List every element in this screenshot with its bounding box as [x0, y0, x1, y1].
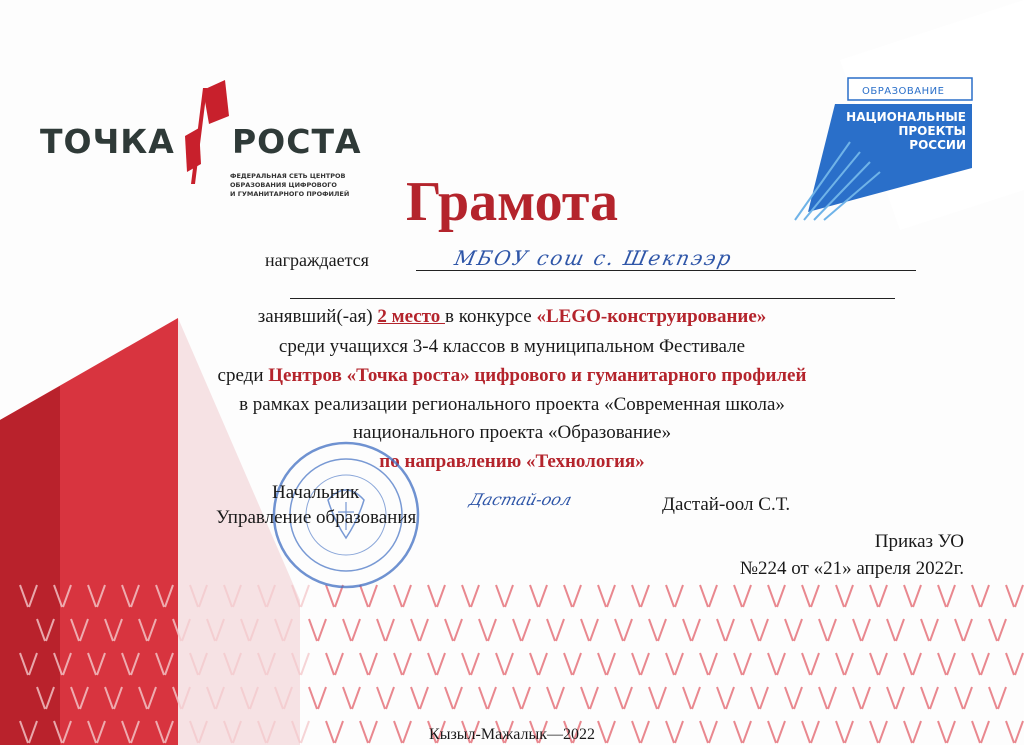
lattice-mark [343, 619, 360, 641]
text-line-4: в рамках реализации регионального проекта «Современная школа» [239, 394, 785, 415]
lattice-mark [768, 585, 785, 607]
logo-subtitle-line: И ГУМАНИТАРНОГО ПРОФИЛЕЙ [230, 190, 350, 198]
lattice-mark [632, 653, 649, 675]
logo-subtitle-line: ФЕДЕРАЛЬНАЯ СЕТЬ ЦЕНТРОВ [230, 172, 346, 180]
line1-middle: в конкурсе [445, 306, 537, 327]
text-line-6: по направлению «Технология» [379, 451, 645, 472]
line3-highlight: Центров «Точка роста» цифрового и гуманитарного профилей [268, 365, 807, 386]
text-line-5: национального проекта «Образование» [352, 422, 672, 443]
np-main-label [840, 110, 966, 152]
lattice-mark [887, 619, 904, 641]
lattice-mark [785, 619, 802, 641]
logo-subtitle-line: ОБРАЗОВАНИЯ ЦИФРОВОГО [230, 181, 337, 189]
lattice-mark [462, 585, 479, 607]
text-line-3 [0, 365, 1024, 387]
lattice-mark [989, 619, 1006, 641]
awarded-handwritten-value: МБОУ сош с. Шекпээр [452, 246, 736, 270]
lattice-mark [717, 619, 734, 641]
lattice-mark [564, 653, 581, 675]
signer-position-line1: Начальник [272, 482, 360, 503]
lattice-mark [428, 653, 445, 675]
lattice-mark [598, 653, 615, 675]
lattice-mark [802, 653, 819, 675]
place-value: 2 место [377, 306, 445, 327]
text-line-2: среди учащихся 3-4 классов в муниципальном Фестивале [278, 336, 746, 357]
lattice-mark [615, 619, 632, 641]
np-line: НАЦИОНАЛЬНЫЕ [846, 110, 966, 124]
lattice-mark [411, 687, 428, 709]
lattice-mark [734, 585, 751, 607]
lattice-mark [938, 585, 955, 607]
lattice-mark [938, 653, 955, 675]
lattice-mark [853, 619, 870, 641]
lattice-mark [700, 585, 717, 607]
signer-name: Дастай-оол С.Т. [662, 494, 791, 515]
lattice-mark [819, 619, 836, 641]
lattice-mark [666, 585, 683, 607]
lattice-mark [666, 653, 683, 675]
lattice-mark [479, 687, 496, 709]
logo-word-rosta: РОСТА [232, 122, 362, 161]
lattice-mark [683, 619, 700, 641]
lattice-mark [921, 619, 938, 641]
lattice-mark [530, 653, 547, 675]
text-line-1 [0, 306, 1024, 328]
lattice-mark [904, 585, 921, 607]
lattice-mark [853, 687, 870, 709]
lattice-mark [955, 619, 972, 641]
lattice-mark [649, 687, 666, 709]
lattice-mark [428, 585, 445, 607]
lattice-mark [547, 619, 564, 641]
lattice-mark [972, 585, 989, 607]
lattice-mark [360, 653, 377, 675]
lattice-mark [989, 687, 1006, 709]
lattice-mark [734, 653, 751, 675]
lattice-mark [326, 653, 343, 675]
lattice-mark [445, 619, 462, 641]
np-top-label: ОБРАЗОВАНИЕ [862, 86, 945, 97]
lattice-mark [496, 585, 513, 607]
lattice-mark [870, 585, 887, 607]
order-line-1: Приказ УО [874, 531, 964, 552]
signer-position-line2: Управление образования [216, 507, 417, 528]
lattice-mark [785, 687, 802, 709]
lattice-mark [836, 653, 853, 675]
lattice-mark [496, 653, 513, 675]
logo-word-tochka: ТОЧКА [40, 122, 175, 161]
lattice-mark [309, 687, 326, 709]
lattice-mark [343, 687, 360, 709]
lattice-mark [649, 619, 666, 641]
lattice-mark [530, 585, 547, 607]
lattice-mark [904, 653, 921, 675]
lattice-mark [309, 619, 326, 641]
lattice-mark [768, 653, 785, 675]
lattice-mark [955, 687, 972, 709]
lattice-mark [479, 619, 496, 641]
lattice-mark [717, 687, 734, 709]
lattice-mark [445, 687, 462, 709]
awarded-underline [416, 270, 916, 271]
lattice-mark [921, 687, 938, 709]
lattice-mark [411, 619, 428, 641]
lattice-mark [1006, 653, 1023, 675]
lattice-mark [377, 619, 394, 641]
lattice-mark [751, 687, 768, 709]
certificate-title: Грамота [405, 171, 619, 233]
blank-underline [290, 298, 895, 299]
lattice-mark [632, 585, 649, 607]
awarded-label: награждается [265, 250, 369, 270]
np-line: ПРОЕКТЫ [898, 124, 966, 138]
lattice-mark [700, 653, 717, 675]
lattice-mark [598, 585, 615, 607]
lattice-mark [802, 585, 819, 607]
lattice-mark [870, 653, 887, 675]
lattice-mark [377, 687, 394, 709]
footer-place-year: Кызыл-Мажалык—2022 [429, 726, 595, 743]
lattice-mark [394, 653, 411, 675]
lattice-mark [547, 687, 564, 709]
handwritten-signature: Дастай-оол [467, 490, 574, 509]
lattice-mark [751, 619, 768, 641]
line1-prefix: занявший(-ая) [257, 306, 378, 327]
lattice-mark [615, 687, 632, 709]
lattice-mark [836, 585, 853, 607]
lattice-mark [581, 619, 598, 641]
lattice-mark [972, 653, 989, 675]
contest-name: «LEGO-конструирование» [536, 306, 767, 327]
lattice-mark [887, 687, 904, 709]
lattice-mark [513, 687, 530, 709]
lattice-mark [462, 653, 479, 675]
order-line-2: №224 от «21» апреля 2022г. [739, 558, 964, 579]
line3-prefix: среди [217, 365, 269, 386]
lattice-mark [581, 687, 598, 709]
np-line: РОССИИ [909, 138, 966, 152]
lattice-mark [564, 585, 581, 607]
lattice-mark [819, 687, 836, 709]
lattice-mark [1006, 585, 1023, 607]
lattice-mark [513, 619, 530, 641]
lattice-mark [683, 687, 700, 709]
